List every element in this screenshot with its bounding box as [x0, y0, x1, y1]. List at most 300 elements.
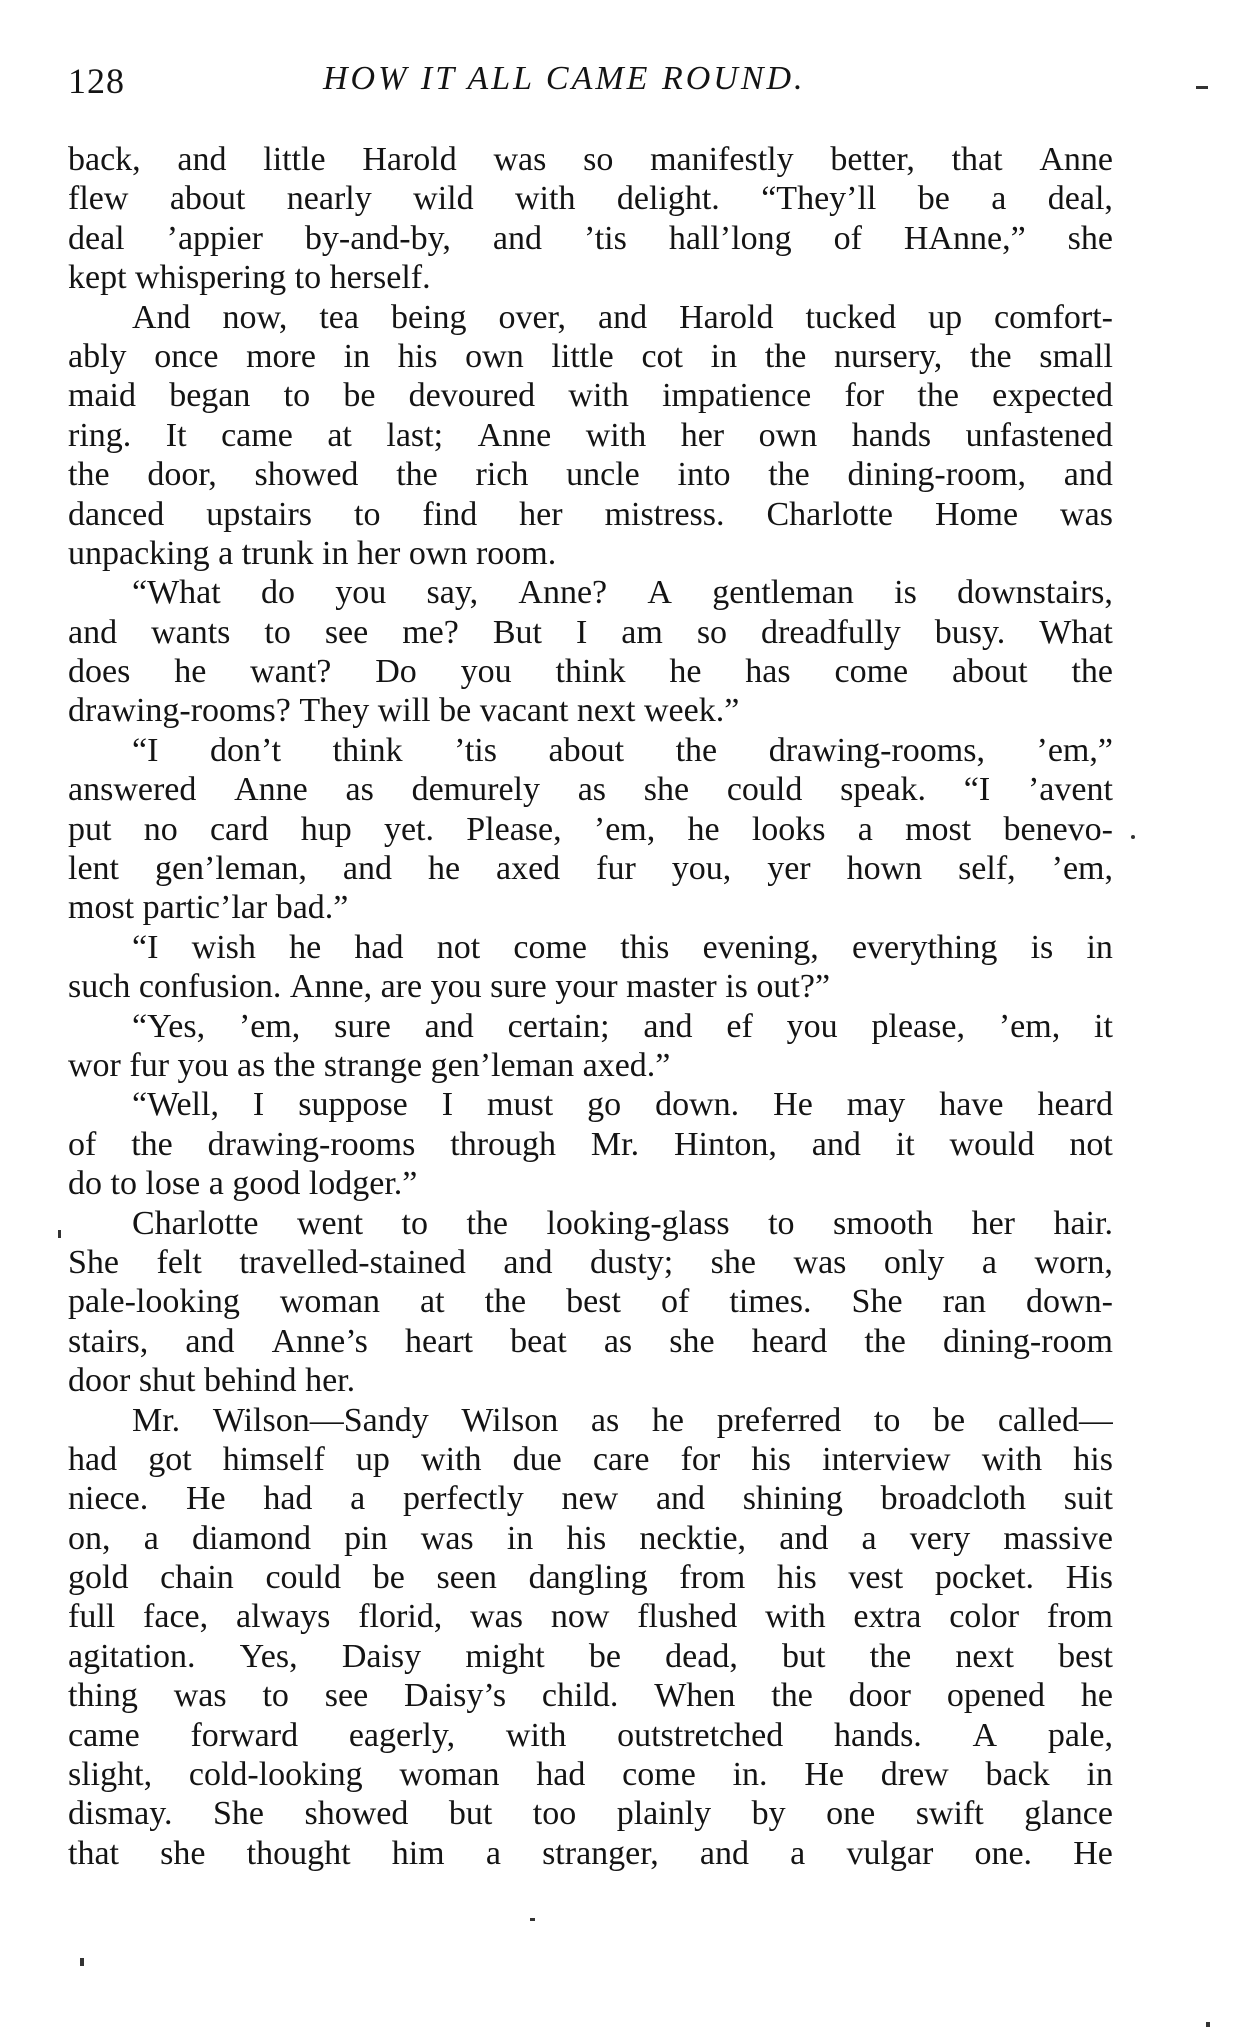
word: he: [1080, 1677, 1113, 1715]
word: herself.: [329, 259, 431, 297]
word: beat: [510, 1322, 567, 1360]
text-line: [68, 691, 1113, 730]
word: to: [768, 1204, 795, 1242]
word: rich: [475, 456, 529, 494]
word: lodger.”: [308, 1165, 418, 1203]
word: Hinton,: [673, 1125, 777, 1163]
word: nearly: [286, 180, 372, 218]
text-line: [68, 1243, 1113, 1282]
word: His: [1065, 1559, 1113, 1597]
word: “What: [132, 574, 221, 612]
word: about: [952, 653, 1028, 691]
body-text: [68, 140, 1113, 1873]
word: dead,: [665, 1637, 738, 1675]
text-line: [68, 810, 1113, 849]
word: to: [110, 1165, 146, 1203]
word: Charlotte: [132, 1204, 259, 1242]
word: drawing-rooms,: [768, 731, 985, 769]
word: Mr.: [132, 1401, 181, 1439]
word: opened: [946, 1677, 1045, 1715]
word: the: [273, 1046, 324, 1084]
word: he: [669, 653, 702, 691]
word: and: [492, 219, 542, 257]
word: would: [949, 1125, 1035, 1163]
word: once: [154, 337, 219, 375]
word: little: [551, 337, 614, 375]
running-head: HOW IT ALL CAME ROUND.: [323, 60, 806, 97]
word: and: [811, 1125, 861, 1163]
word: is: [894, 574, 917, 612]
word: dusty;: [590, 1243, 674, 1281]
page-number: 128: [68, 61, 125, 101]
word: downstairs,: [957, 574, 1113, 612]
word: dangling: [528, 1559, 648, 1597]
word: a: [218, 534, 242, 572]
word: drawing-rooms: [207, 1125, 416, 1163]
word: being: [390, 298, 467, 336]
word: hup: [300, 810, 352, 848]
word: a: [208, 1165, 233, 1203]
word: with: [585, 416, 647, 454]
text-line: [68, 1755, 1113, 1794]
word: by: [751, 1795, 786, 1833]
word: her: [519, 495, 563, 533]
word: everything: [851, 928, 998, 966]
word: of: [660, 1283, 690, 1321]
word: She: [851, 1283, 903, 1321]
word: They: [299, 692, 378, 730]
word: Do: [375, 653, 417, 691]
word: small: [1039, 337, 1113, 375]
word: delight.: [616, 180, 720, 218]
word: and: [655, 1480, 706, 1518]
word: about: [548, 731, 625, 769]
text-line: [68, 1361, 1113, 1400]
word: he: [687, 810, 720, 848]
word: and: [424, 1007, 474, 1045]
word: pale-looking: [68, 1283, 240, 1321]
text-line: [68, 298, 1113, 337]
word: “I: [963, 771, 991, 809]
word: his: [566, 1519, 607, 1557]
word: pin: [344, 1519, 388, 1557]
word: ’tis: [454, 731, 497, 769]
word: Anne: [234, 771, 308, 809]
word: himself: [222, 1440, 325, 1478]
word: has: [745, 653, 791, 691]
word: bad.”: [275, 889, 349, 927]
word: vacant: [479, 692, 577, 730]
word: gen’leman: [430, 1046, 583, 1084]
word: it: [1094, 1007, 1113, 1045]
word: week.”: [643, 692, 740, 730]
word: his: [777, 1559, 817, 1597]
word: tea: [319, 298, 359, 336]
word: He: [1073, 1834, 1113, 1872]
text-line: [68, 1046, 1113, 1085]
word: But: [492, 613, 542, 651]
word: and: [1063, 456, 1113, 494]
word: am: [621, 613, 663, 651]
word: color: [949, 1598, 1020, 1636]
word: preferred: [716, 1401, 842, 1439]
word: had: [354, 928, 404, 966]
word: into: [677, 456, 731, 494]
word: back: [985, 1756, 1050, 1794]
text-line: [68, 613, 1113, 652]
word: maid: [68, 377, 136, 415]
word: best: [566, 1283, 621, 1321]
word: for: [680, 1440, 721, 1478]
word: as: [345, 771, 374, 809]
word: impatience: [662, 377, 812, 415]
word: door: [68, 1362, 139, 1400]
word: most: [68, 889, 143, 927]
text-line: [68, 849, 1113, 888]
word: be: [372, 1559, 405, 1597]
word: you: [786, 1007, 838, 1045]
word: the: [768, 456, 810, 494]
word: must: [487, 1086, 554, 1124]
word: came: [221, 416, 293, 454]
word: tucked: [805, 298, 897, 336]
word: be: [917, 180, 950, 218]
word: with: [421, 1440, 482, 1478]
word: you: [335, 574, 387, 612]
word: with: [765, 1598, 826, 1636]
word: to: [401, 1204, 428, 1242]
text-line: [68, 1007, 1113, 1046]
word: times.: [729, 1283, 812, 1321]
word: broadcloth: [880, 1480, 1027, 1518]
word: is: [1030, 928, 1054, 966]
word: was: [173, 1677, 227, 1715]
word: her: [680, 416, 725, 454]
word: a: [991, 180, 1007, 218]
word: ’em,: [998, 1007, 1061, 1045]
word: that: [68, 1834, 119, 1872]
word: a: [350, 1480, 366, 1518]
word: her: [971, 1204, 1016, 1242]
word: his: [1073, 1440, 1113, 1478]
word: might: [465, 1637, 545, 1675]
word: What: [1039, 613, 1113, 651]
word: so: [696, 613, 728, 651]
word: good: [232, 1165, 309, 1203]
text-line: [68, 495, 1113, 534]
word: the: [131, 1125, 173, 1163]
word: come: [513, 928, 588, 966]
word: began: [169, 377, 251, 415]
word: glance: [1024, 1795, 1113, 1833]
word: are: [380, 968, 431, 1006]
word: from: [679, 1559, 746, 1597]
word: may: [846, 1086, 906, 1124]
word: in: [1086, 1756, 1113, 1794]
word: a: [861, 1519, 877, 1557]
word: ’appier: [166, 219, 263, 257]
word: ’em,”: [1036, 731, 1113, 769]
text-line: [68, 1794, 1113, 1833]
word: called—: [997, 1401, 1113, 1439]
word: and: [185, 1322, 235, 1360]
word: self,: [958, 850, 1016, 888]
word: no: [143, 810, 178, 848]
word: Harold: [679, 298, 774, 336]
text-line: [68, 731, 1113, 770]
word: in: [710, 337, 738, 375]
word: A: [972, 1716, 998, 1754]
word: next: [955, 1637, 1014, 1675]
word: dining-room: [943, 1322, 1113, 1360]
word: When: [654, 1677, 736, 1715]
word: gentleman: [712, 574, 854, 612]
word: “I: [132, 731, 159, 769]
text-line: [68, 928, 1113, 967]
word: and: [779, 1519, 829, 1557]
text-line: [68, 1479, 1113, 1518]
word: care: [592, 1440, 650, 1478]
word: yet.: [383, 810, 435, 848]
word: it: [895, 1125, 915, 1163]
word: I: [252, 1086, 265, 1124]
word: felt: [156, 1243, 202, 1281]
text-line: [68, 1834, 1113, 1873]
word: went: [296, 1204, 364, 1242]
word: Yes,: [239, 1637, 298, 1675]
word: go: [587, 1086, 622, 1124]
word: Charlotte: [766, 495, 894, 533]
word: do: [68, 1165, 111, 1203]
text-line: [68, 179, 1113, 218]
word: card: [209, 810, 269, 848]
word: me?: [402, 613, 459, 651]
text-line: [68, 1637, 1113, 1676]
word: had: [68, 1440, 118, 1478]
word: Home: [934, 495, 1019, 533]
print-speck: [1196, 86, 1208, 89]
word: face,: [143, 1598, 209, 1636]
word: could: [726, 771, 803, 809]
word: had: [263, 1480, 313, 1518]
word: Harold: [362, 141, 457, 178]
word: she: [710, 1243, 756, 1281]
word: to: [873, 1401, 901, 1439]
word: speak.: [840, 771, 927, 809]
word: you,: [671, 850, 732, 888]
word: door,: [147, 456, 217, 494]
word: got: [148, 1440, 192, 1478]
word: very: [909, 1519, 971, 1557]
word: Anne,: [289, 968, 381, 1006]
text-line: [68, 1597, 1113, 1636]
word: stairs,: [68, 1322, 149, 1360]
text-line: [68, 1676, 1113, 1715]
word: think: [555, 653, 626, 691]
word: hands.: [833, 1716, 922, 1754]
word: vest: [848, 1559, 904, 1597]
word: agitation.: [68, 1637, 196, 1675]
word: evening,: [702, 928, 819, 966]
word: now,: [222, 298, 288, 336]
word: her.: [305, 1362, 356, 1400]
word: seen: [436, 1559, 497, 1597]
word: not: [1069, 1125, 1113, 1163]
print-speck: [80, 1958, 84, 1966]
word: ’tis: [583, 219, 627, 257]
word: as: [237, 1046, 274, 1084]
text-line: [68, 1440, 1113, 1479]
word: axed: [495, 850, 561, 888]
word: more: [246, 337, 316, 375]
word: ring.: [68, 416, 132, 454]
text-line: [68, 1322, 1113, 1361]
word: had: [536, 1756, 586, 1794]
word: cold-looking: [188, 1756, 363, 1794]
word: this: [620, 928, 670, 966]
word: ’avent: [1027, 771, 1113, 809]
word: please,: [871, 1007, 965, 1045]
print-speck: [1206, 2022, 1210, 2027]
word: flushed: [637, 1598, 738, 1636]
word: own: [408, 534, 476, 572]
word: in: [322, 534, 357, 572]
text-line: [68, 534, 1113, 573]
word: the: [864, 1322, 906, 1360]
word: forward: [190, 1716, 299, 1754]
word: lose: [145, 1165, 209, 1203]
word: Mr.: [590, 1125, 640, 1163]
text-line: [68, 1164, 1113, 1203]
word: dreadfully: [761, 613, 901, 651]
word: see: [324, 613, 369, 651]
word: little: [263, 141, 326, 178]
word: pocket.: [934, 1559, 1035, 1597]
word: woman: [279, 1283, 380, 1321]
word: about: [169, 180, 246, 218]
word: most: [905, 810, 972, 848]
word: but: [448, 1795, 493, 1833]
print-speck: [530, 1918, 535, 1921]
word: to: [354, 495, 381, 533]
word: I: [575, 613, 588, 651]
word: as: [603, 1322, 633, 1360]
word: ’em,: [238, 1007, 301, 1045]
word: was: [493, 141, 547, 178]
word: strange: [323, 1046, 431, 1084]
word: danced: [68, 495, 165, 533]
word: you: [430, 968, 491, 1006]
word: up: [355, 1440, 390, 1478]
word: in: [506, 1519, 534, 1557]
word: a: [485, 1834, 501, 1872]
word: her: [356, 534, 409, 572]
text-line: [68, 258, 1113, 297]
word: was: [1060, 495, 1113, 533]
text-line: [68, 1282, 1113, 1321]
word: and: [503, 1243, 553, 1281]
word: see: [324, 1677, 369, 1715]
word: was: [793, 1243, 847, 1281]
word: uncle: [566, 456, 640, 494]
word: axed.”: [582, 1046, 671, 1084]
word: better,: [830, 141, 915, 178]
word: thought: [246, 1834, 351, 1872]
word: want?: [250, 653, 332, 691]
word: with: [515, 180, 576, 218]
word: be: [933, 1401, 966, 1439]
word: Daisy: [341, 1637, 422, 1675]
word: down-: [1026, 1283, 1113, 1321]
word: came: [68, 1716, 140, 1754]
word: he: [174, 653, 207, 691]
word: not: [436, 928, 481, 966]
word: one.: [974, 1834, 1033, 1872]
word: he: [427, 850, 461, 888]
word: mistress.: [604, 495, 725, 533]
word: now: [550, 1598, 610, 1636]
word: so: [583, 141, 614, 178]
word: perfectly: [403, 1480, 524, 1518]
word: your: [555, 968, 627, 1006]
word: wor: [68, 1046, 130, 1084]
word: smooth: [833, 1204, 934, 1242]
word: come: [834, 653, 909, 691]
word: dismay.: [68, 1795, 173, 1833]
word: his: [751, 1440, 792, 1478]
word: the: [771, 1677, 813, 1715]
word: him: [391, 1834, 445, 1872]
word: he: [651, 1401, 685, 1439]
word: Anne: [1039, 141, 1113, 178]
word: gold: [68, 1559, 129, 1597]
word: behind: [204, 1362, 306, 1400]
text-line: [68, 1204, 1113, 1243]
word: the: [970, 337, 1012, 375]
word: the: [466, 1204, 508, 1242]
word: child.: [541, 1677, 619, 1715]
word: “Well,: [132, 1086, 219, 1124]
word: cot: [641, 337, 683, 375]
word: eagerly,: [348, 1716, 456, 1754]
word: by-and-by,: [304, 219, 451, 257]
word: niece.: [68, 1480, 149, 1518]
word: be: [439, 692, 480, 730]
word: vulgar: [846, 1834, 934, 1872]
word: swift: [915, 1795, 984, 1833]
word: suppose: [298, 1086, 408, 1124]
word: you: [177, 1046, 238, 1084]
word: sure: [334, 1007, 391, 1045]
word: dining-room,: [847, 456, 1027, 494]
page-header: [68, 60, 1108, 120]
word: ably: [68, 337, 127, 375]
word: and: [342, 850, 392, 888]
word: such: [68, 968, 139, 1006]
word: confusion.: [138, 968, 290, 1006]
word: demurely: [411, 771, 540, 809]
word: Please,: [466, 810, 562, 848]
word: the: [1071, 653, 1113, 691]
word: that: [951, 141, 1003, 178]
text-line: [68, 337, 1113, 376]
word: partic’lar: [142, 889, 276, 927]
word: find: [422, 495, 478, 533]
word: suit: [1063, 1480, 1113, 1518]
word: She: [213, 1795, 264, 1833]
word: be: [588, 1637, 621, 1675]
word: And: [132, 298, 191, 336]
